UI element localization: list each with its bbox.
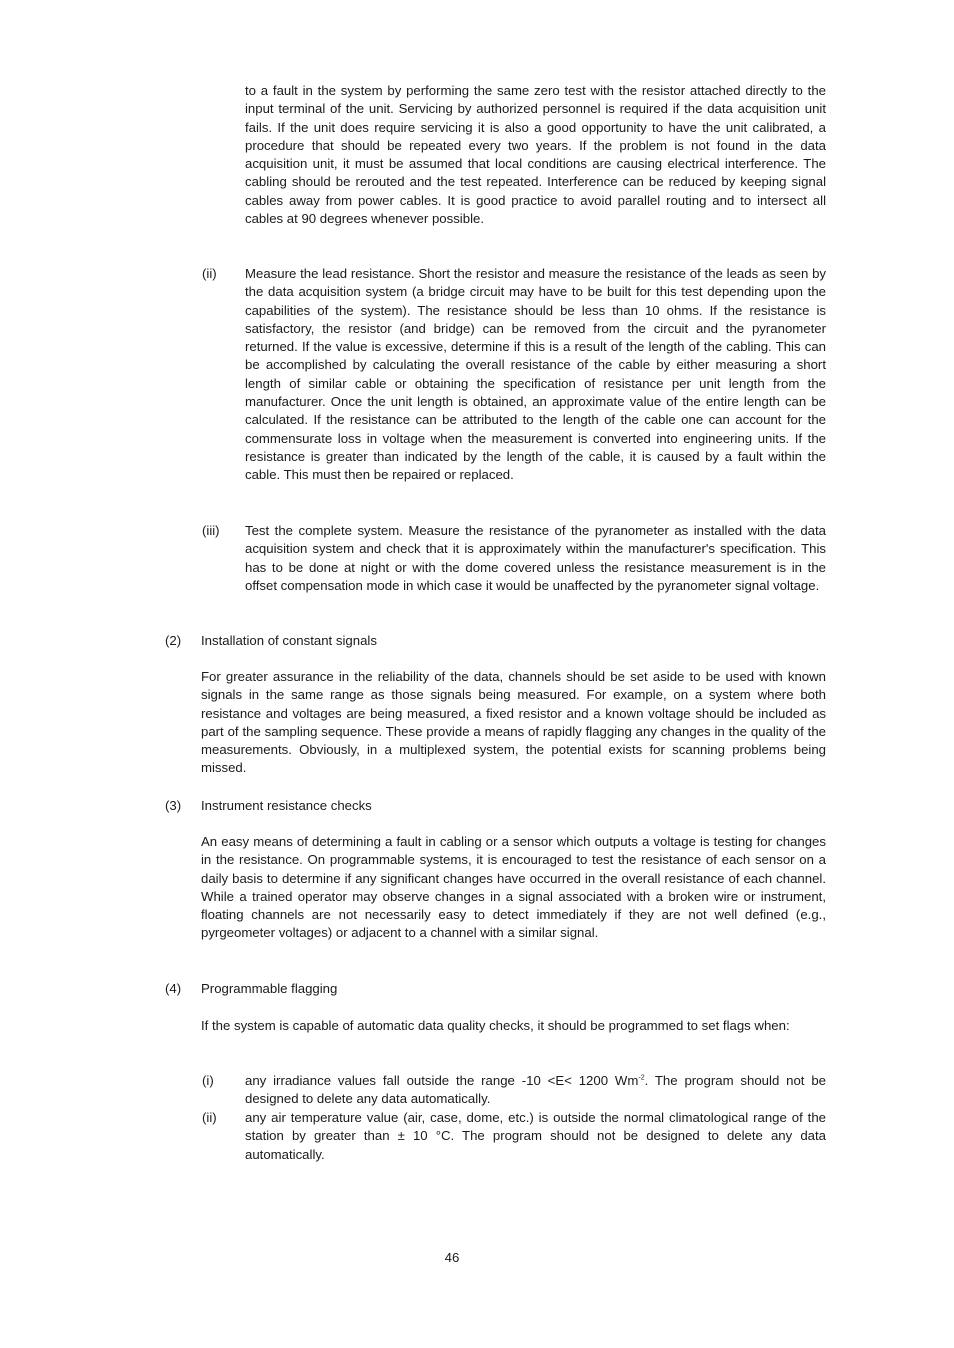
flag-item-ii-text: any air temperature value (air, case, dome, etc.) is outside the normal climatological range of the station by greater than ± 10 °C. The program should not be designed to delete any data automatically.: [245, 1110, 826, 1162]
section-3-heading: Instrument resistance checks: [201, 798, 372, 813]
flag-item-i-text-before: any irradiance values fall outside the range -10 <E< 1200 Wm: [245, 1073, 639, 1088]
page-number: 46: [444, 1250, 460, 1265]
flag-item-i-text-after: . The program should not be designed to delete any data automatically.: [245, 1073, 827, 1107]
section-2-body: For greater assurance in the reliability of the data, channels should be set aside to be used with known signals in the same range as those signals being measured. For example, on a system where both resistance and voltages are being measured, a fixed resistor and a known voltage should be included as part of the sampling sequence. These provide a means of rapidly flagging any changes in the quality of the measurements. Obviously, in a multiplexed system, the potential exists for scanning problems being missed.: [201, 669, 826, 776]
flag-item-i-marker: (i): [202, 1073, 214, 1088]
item-iii-text: Test the complete system. Measure the resistance of the pyranometer as installed with the data acquisition system and check that it is approximately within the manufacturer's specification. This has to be done at night or with the dome covered unless the resistance measurement is in the offset compensation mode in which case it would be unaffected by the pyranometer signal voltage.: [245, 523, 826, 593]
flag-item-i-text: [245, 1072, 826, 1109]
section-2-marker: (2): [165, 633, 182, 648]
section-3-marker: (3): [165, 798, 182, 813]
item-ii-marker: (ii): [202, 266, 217, 281]
continuation-paragraph: to a fault in the system by performing the same zero test with the resistor attached directly to the input terminal of the unit. Servicing by authorized personnel is required if the data acquisition unit fails. If the unit does require servicing it is also a good opportunity to have the unit calibrated, a procedure that should be repeated every two years. If the problem is not found in the data acquisition unit, it must be assumed that local conditions are causing electrical interference. The cabling should be rerouted and the test repeated. Interference can be reduced by keeping signal cables away from power cables. It is good practice to avoid parallel routing and to intersect all cables at 90 degrees whenever possible.: [245, 83, 826, 227]
section-3-body: An easy means of determining a fault in cabling or a sensor which outputs a voltage is testing for changes in the resistance. On programmable systems, it is encouraged to test the resistance of each sensor on a daily basis to determine if any significant changes have occurred in the overall resistance of each channel. While a trained operator may observe changes in a signal associated with a broken wire or instrument, floating channels are not necessarily easy to detect immediately if they are not well defined (e.g., pyrgeometer voltages) or adjacent to a channel with a similar signal.: [201, 834, 826, 941]
item-iii-marker: (iii): [202, 523, 220, 538]
section-2-heading: Installation of constant signals: [201, 633, 377, 648]
section-4-marker: (4): [165, 981, 182, 996]
flag-item-ii-marker: (ii): [202, 1110, 217, 1125]
section-4-heading: Programmable flagging: [201, 981, 338, 996]
section-4-body: If the system is capable of automatic data quality checks, it should be programmed to set flags when:: [201, 1018, 790, 1033]
item-ii-text: Measure the lead resistance. Short the resistor and measure the resistance of the leads as seen by the data acquisition system (a bridge circuit may have to be built for this test depending upon the capabilities of the system). The resistance should be less than 10 ohms. If the resistance is satisfactory, the resistor (and bridge) can be removed from the circuit and the pyranometer returned. If the value is excessive, determine if this is a result of the length of the cabling. This can be accomplished by calculating the overall resistance of the cable by either measuring a short length of similar cable or obtaining the specification of resistance per unit length from the manufacturer. Once the unit length is obtained, an approximate value of the entire length can be calculated. If the resistance can be attributed to the length of the cable one can account for the commensurate loss in voltage when the measurement is converted into engineering units. If the resistance is greater than indicated by the length of the cable, it is caused by a fault within the cable. This must then be repaired or replaced.: [245, 266, 826, 483]
unit-exponent: -2: [638, 1074, 645, 1082]
